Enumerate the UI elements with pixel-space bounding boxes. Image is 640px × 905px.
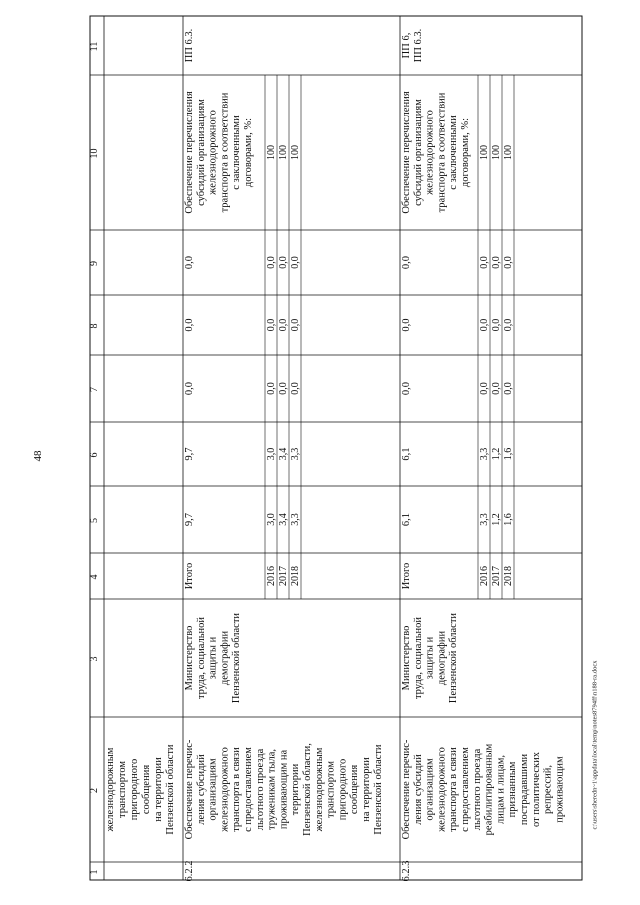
total-value: 9,7 <box>184 447 195 461</box>
year-value: 1,6 <box>503 513 514 526</box>
row-name-line: железнодорожным <box>313 747 325 832</box>
year-label: 2016 <box>266 566 277 586</box>
row-executor-line: защиты и <box>424 636 436 680</box>
continued-text-line: пригородного <box>129 758 140 821</box>
year-value: 3,3 <box>479 447 490 461</box>
indicator-line: Обеспечение перечисления <box>401 91 412 214</box>
year-value: 3,4 <box>278 447 289 461</box>
continued-text-line: на территории <box>153 757 164 822</box>
row-executor-line: демографии <box>219 630 231 686</box>
indicator-line: транспорта в соответствии <box>436 92 448 213</box>
header-cell-7: 7 <box>89 387 100 392</box>
year-value: 0,0 <box>503 318 514 332</box>
indicator-line: с заключенными <box>231 115 243 190</box>
year-value: 3,3 <box>479 513 490 526</box>
continued-text-line: транспортом <box>117 760 128 819</box>
year-value: 3,0 <box>266 447 277 461</box>
program-ref: ПП 6.3. <box>184 28 195 63</box>
year-value: 0,0 <box>266 256 277 269</box>
program-ref: ПП 6, <box>401 32 412 59</box>
total-value: 0,0 <box>401 381 412 396</box>
header-cell-1: 1 <box>89 869 100 875</box>
header-cell-3: 3 <box>89 656 100 662</box>
indicator-line: субсидий организациям <box>412 99 424 206</box>
total-value: 6,1 <box>401 447 412 461</box>
row-name-line: пострадавшими <box>519 753 530 826</box>
year-label: 2018 <box>503 566 514 586</box>
year-value: 0,0 <box>290 318 301 332</box>
row-name-line: признанным <box>507 761 519 818</box>
document-path-footer: c:\users\sheredn~1\appdata\local\temp\notes8794ff\n188-ra.docx <box>591 660 599 830</box>
year-label: 2017 <box>278 566 289 586</box>
row-code: 6.2.3 <box>401 860 412 882</box>
row-name-line: организациям <box>207 758 219 821</box>
row-name-line: железнодорожного <box>219 747 231 832</box>
row-executor-line: труда, социальной <box>195 616 207 700</box>
row-name-line: на территории <box>361 757 372 822</box>
row-name-line: с предоставлением <box>243 747 254 832</box>
row-executor-line: Пензенской области <box>231 612 243 704</box>
year-value: 3,0 <box>266 513 277 526</box>
row-name-line: от политических <box>530 752 542 827</box>
year-value: 3,4 <box>278 513 289 526</box>
row-name-line: ления субсидий <box>412 754 424 825</box>
year-value: 0,0 <box>266 318 277 332</box>
year-indicator-value: 100 <box>266 145 277 160</box>
header-cell-10: 10 <box>89 148 100 159</box>
indicator-line: с заключенными <box>448 115 460 190</box>
row-name-line: транспорта в связи <box>231 747 243 832</box>
indicator-line: транспорта в соответствии <box>219 92 231 213</box>
year-value: 0,0 <box>290 382 301 395</box>
row-executor-line: Министерство <box>401 625 412 691</box>
year-label: 2018 <box>290 566 301 586</box>
row-name-line: льготного проезда <box>254 748 266 831</box>
total-label: Итого <box>401 562 412 590</box>
header-cell-8: 8 <box>89 323 100 329</box>
row-executor-line: демографии <box>436 630 448 686</box>
year-value: 0,0 <box>491 382 502 395</box>
row-name-line: Пензенской области, <box>302 743 313 836</box>
row-name-line: репрессий, <box>542 765 554 814</box>
row-name-line: Пензенской области <box>372 744 384 835</box>
row-name-line: сообщения <box>349 764 361 815</box>
total-value: 0,0 <box>184 255 195 270</box>
row-name-line: транспортом <box>325 760 337 819</box>
row-name-line: железнодорожного <box>436 747 448 832</box>
header-cell-2: 2 <box>89 788 100 793</box>
indicator-line: договорами, %: <box>460 117 471 188</box>
continued-text-line: сообщения <box>141 764 152 815</box>
program-ref: ПП 6.3. <box>412 28 424 63</box>
year-value: 0,0 <box>290 256 301 269</box>
year-indicator-value: 100 <box>290 145 301 160</box>
year-label: 2016 <box>479 566 490 586</box>
indicator-line: железнодорожного <box>424 110 436 195</box>
row-name-line: проживающим на <box>278 749 290 830</box>
row-executor-line: труда, социальной <box>412 616 424 700</box>
indicator-line: субсидий организациям <box>195 99 207 206</box>
year-indicator-value: 100 <box>503 145 514 160</box>
year-label: 2017 <box>491 566 502 586</box>
header-cell-11: 11 <box>89 41 100 52</box>
year-value: 0,0 <box>491 256 502 269</box>
row-name-line: организациям <box>424 758 436 821</box>
year-value: 0,0 <box>479 318 490 332</box>
total-value: 9,7 <box>184 512 195 527</box>
continued-text-line: железнодорожным <box>105 747 116 832</box>
total-value: 0,0 <box>401 255 412 270</box>
year-value: 0,0 <box>479 256 490 269</box>
year-value: 0,0 <box>278 382 289 395</box>
total-value: 0,0 <box>184 381 195 396</box>
row-executor-line: защиты и <box>207 636 219 680</box>
year-value: 1,2 <box>491 513 502 526</box>
row-name-line: проживающим <box>554 756 566 823</box>
row-executor-line: Пензенской области <box>448 612 460 704</box>
row-name-line: транспорта в связи <box>448 747 460 832</box>
year-indicator-value: 100 <box>491 145 502 160</box>
year-value: 1,2 <box>491 447 502 461</box>
row-code: 6.2.2 <box>184 860 195 882</box>
continued-text-line: Пензенской области <box>165 744 176 835</box>
total-value: 0,0 <box>184 318 195 332</box>
year-value: 0,0 <box>278 256 289 269</box>
header-cell-6: 6 <box>89 452 100 458</box>
row-name-line: пригородного <box>337 758 349 821</box>
indicator-line: Обеспечение перечисления <box>184 91 195 214</box>
row-name-line: с предоставлением <box>460 747 471 832</box>
year-value: 0,0 <box>491 318 502 332</box>
header-cell-5: 5 <box>89 518 100 523</box>
page-number: 48 <box>32 450 44 462</box>
indicator-line: договорами, %: <box>243 117 254 188</box>
row-name-line: лицам и лицам, <box>495 754 507 825</box>
year-value: 1,6 <box>503 447 514 461</box>
row-name-line: реабилитированным <box>483 743 495 836</box>
row-name-line: ления субсидий <box>195 754 207 825</box>
row-name-line: льготного проезда <box>471 748 483 831</box>
indicator-line: железнодорожного <box>207 110 219 195</box>
year-value: 3,3 <box>290 513 301 526</box>
row-name-line: Обеспечение перечис- <box>401 739 412 840</box>
year-value: 0,0 <box>278 318 289 332</box>
year-value: 0,0 <box>503 256 514 269</box>
year-value: 0,0 <box>266 382 277 395</box>
total-value: 6,1 <box>401 512 412 527</box>
total-label: Итого <box>184 562 195 590</box>
total-value: 0,0 <box>401 318 412 332</box>
row-name-line: труженикам тыла, <box>266 749 278 830</box>
header-cell-9: 9 <box>89 261 100 266</box>
year-indicator-value: 100 <box>278 145 289 160</box>
row-name-line: территории <box>290 763 302 816</box>
year-value: 3,3 <box>290 447 301 461</box>
header-cell-4: 4 <box>89 574 100 580</box>
row-executor-line: Министерство <box>184 625 195 691</box>
row-name-line: Обеспечение перечис- <box>184 739 195 840</box>
year-value: 0,0 <box>503 382 514 395</box>
year-value: 0,0 <box>479 382 490 395</box>
year-indicator-value: 100 <box>479 145 490 160</box>
